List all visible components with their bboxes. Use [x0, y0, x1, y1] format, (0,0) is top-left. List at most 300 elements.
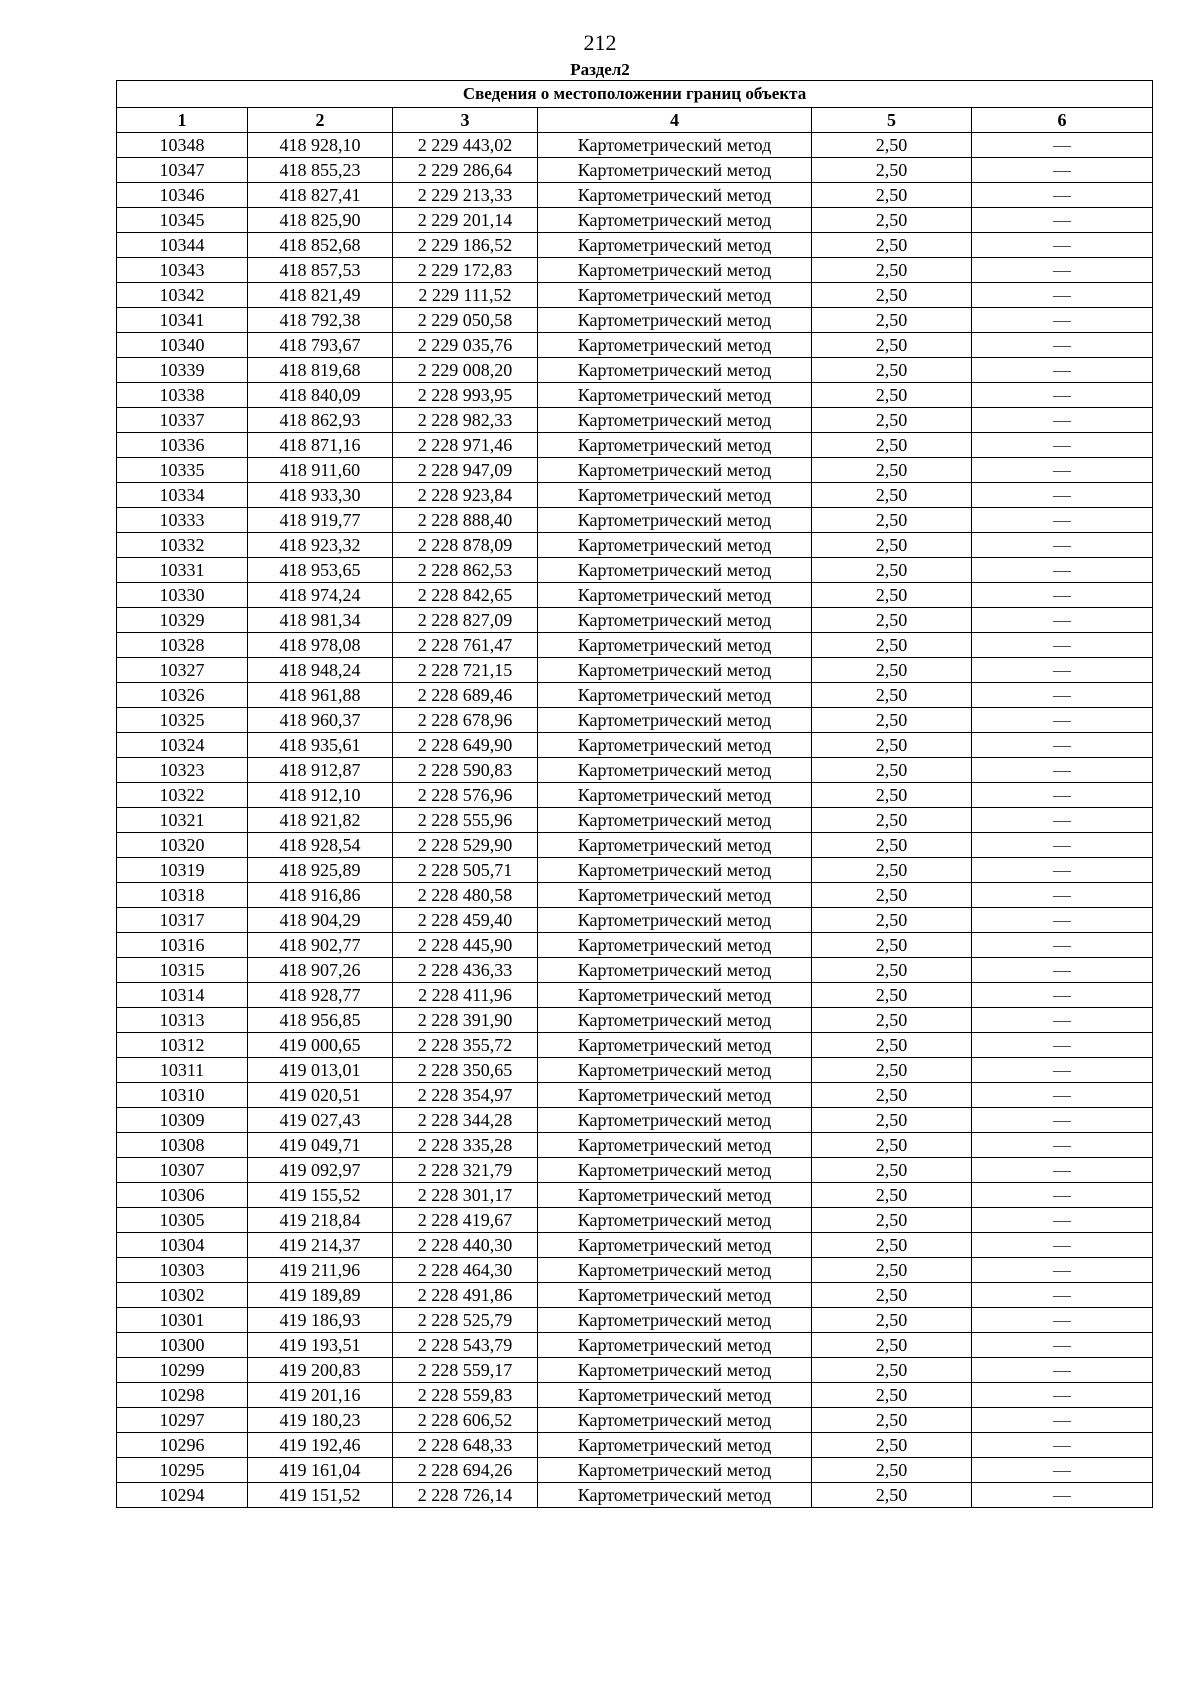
description-cell: —: [972, 983, 1153, 1008]
y-coordinate-cell: 2 228 842,65: [393, 583, 538, 608]
table-row: [117, 758, 1153, 783]
method-cell: Картометрический метод: [538, 1208, 812, 1233]
y-coordinate-cell: 2 228 982,33: [393, 408, 538, 433]
description-cell: —: [972, 1283, 1153, 1308]
description-cell: —: [972, 958, 1153, 983]
description-cell: —: [972, 308, 1153, 333]
accuracy-cell: 2,50: [812, 833, 972, 858]
point-number-cell: 10319: [117, 858, 248, 883]
y-coordinate-cell: 2 228 529,90: [393, 833, 538, 858]
point-number-cell: 10344: [117, 233, 248, 258]
accuracy-cell: 2,50: [812, 1283, 972, 1308]
point-number-cell: 10334: [117, 483, 248, 508]
table-row: [117, 833, 1153, 858]
description-cell: —: [972, 533, 1153, 558]
y-coordinate-cell: 2 228 301,17: [393, 1183, 538, 1208]
method-cell: Картометрический метод: [538, 983, 812, 1008]
accuracy-cell: 2,50: [812, 1333, 972, 1358]
point-number-cell: 10335: [117, 458, 248, 483]
y-coordinate-cell: 2 228 445,90: [393, 933, 538, 958]
y-coordinate-cell: 2 228 827,09: [393, 608, 538, 633]
y-coordinate-cell: 2 228 721,15: [393, 658, 538, 683]
description-cell: —: [972, 708, 1153, 733]
page-number: 212: [583, 30, 617, 55]
description-cell: —: [972, 1308, 1153, 1333]
point-number-cell: 10317: [117, 908, 248, 933]
accuracy-cell: 2,50: [812, 933, 972, 958]
point-number-cell: 10316: [117, 933, 248, 958]
method-cell: Картометрический метод: [538, 1383, 812, 1408]
y-coordinate-cell: 2 228 525,79: [393, 1308, 538, 1333]
y-coordinate-cell: 2 228 726,14: [393, 1483, 538, 1508]
description-cell: —: [972, 258, 1153, 283]
table-row: [117, 308, 1153, 333]
y-coordinate-cell: 2 228 993,95: [393, 383, 538, 408]
point-number-cell: 10348: [117, 133, 248, 158]
method-cell: Картометрический метод: [538, 133, 812, 158]
accuracy-cell: 2,50: [812, 958, 972, 983]
method-cell: Картометрический метод: [538, 1483, 812, 1508]
table-row: [117, 408, 1153, 433]
description-cell: —: [972, 233, 1153, 258]
y-coordinate-cell: 2 228 440,30: [393, 1233, 538, 1258]
x-coordinate-cell: 418 981,34: [248, 608, 393, 633]
method-cell: Картометрический метод: [538, 1183, 812, 1208]
point-number-cell: 10311: [117, 1058, 248, 1083]
accuracy-cell: 2,50: [812, 158, 972, 183]
x-coordinate-cell: 418 911,60: [248, 458, 393, 483]
point-number-cell: 10321: [117, 808, 248, 833]
accuracy-cell: 2,50: [812, 1008, 972, 1033]
x-coordinate-cell: 418 928,54: [248, 833, 393, 858]
method-cell: Картометрический метод: [538, 1133, 812, 1158]
point-number-cell: 10330: [117, 583, 248, 608]
y-coordinate-cell: 2 228 648,33: [393, 1433, 538, 1458]
accuracy-cell: 2,50: [812, 1483, 972, 1508]
y-coordinate-cell: 2 228 543,79: [393, 1333, 538, 1358]
description-cell: —: [972, 733, 1153, 758]
x-coordinate-cell: 418 912,87: [248, 758, 393, 783]
x-coordinate-cell: 419 186,93: [248, 1308, 393, 1333]
y-coordinate-cell: 2 228 559,17: [393, 1358, 538, 1383]
accuracy-cell: 2,50: [812, 133, 972, 158]
accuracy-cell: 2,50: [812, 783, 972, 808]
point-number-cell: 10298: [117, 1383, 248, 1408]
table-row: [117, 258, 1153, 283]
accuracy-cell: 2,50: [812, 458, 972, 483]
point-number-cell: 10310: [117, 1083, 248, 1108]
point-number-cell: 10302: [117, 1283, 248, 1308]
x-coordinate-cell: 418 956,85: [248, 1008, 393, 1033]
y-coordinate-cell: 2 228 923,84: [393, 483, 538, 508]
table-row: [117, 1283, 1153, 1308]
description-cell: —: [972, 1183, 1153, 1208]
description-cell: —: [972, 283, 1153, 308]
method-cell: Картометрический метод: [538, 1083, 812, 1108]
y-coordinate-cell: 2 228 411,96: [393, 983, 538, 1008]
description-cell: —: [972, 608, 1153, 633]
x-coordinate-cell: 419 013,01: [248, 1058, 393, 1083]
y-coordinate-cell: 2 228 947,09: [393, 458, 538, 483]
method-cell: Картометрический метод: [538, 658, 812, 683]
x-coordinate-cell: 418 821,49: [248, 283, 393, 308]
table-row: [117, 958, 1153, 983]
accuracy-cell: 2,50: [812, 1308, 972, 1333]
y-coordinate-cell: 2 228 419,67: [393, 1208, 538, 1233]
table-row: [117, 458, 1153, 483]
accuracy-cell: 2,50: [812, 1458, 972, 1483]
description-cell: —: [972, 458, 1153, 483]
x-coordinate-cell: 419 151,52: [248, 1483, 393, 1508]
point-number-cell: 10314: [117, 983, 248, 1008]
point-number-cell: 10339: [117, 358, 248, 383]
description-cell: —: [972, 783, 1153, 808]
table-row: [117, 558, 1153, 583]
method-cell: Картометрический метод: [538, 1433, 812, 1458]
column-header: 3: [393, 108, 538, 133]
description-cell: —: [972, 1108, 1153, 1133]
x-coordinate-cell: 418 852,68: [248, 233, 393, 258]
table-row: [117, 933, 1153, 958]
description-cell: —: [972, 683, 1153, 708]
description-cell: —: [972, 933, 1153, 958]
description-cell: —: [972, 1133, 1153, 1158]
method-cell: Картометрический метод: [538, 183, 812, 208]
table-row: [117, 183, 1153, 208]
y-coordinate-cell: 2 228 649,90: [393, 733, 538, 758]
point-number-cell: 10309: [117, 1108, 248, 1133]
accuracy-cell: 2,50: [812, 758, 972, 783]
table-row: [117, 583, 1153, 608]
column-header: 1: [117, 108, 248, 133]
point-number-cell: 10347: [117, 158, 248, 183]
accuracy-cell: 2,50: [812, 508, 972, 533]
method-cell: Картометрический метод: [538, 358, 812, 383]
x-coordinate-cell: 418 974,24: [248, 583, 393, 608]
description-cell: —: [972, 408, 1153, 433]
description-cell: —: [972, 658, 1153, 683]
x-coordinate-cell: 419 180,23: [248, 1408, 393, 1433]
point-number-cell: 10320: [117, 833, 248, 858]
point-number-cell: 10345: [117, 208, 248, 233]
y-coordinate-cell: 2 229 111,52: [393, 283, 538, 308]
accuracy-cell: 2,50: [812, 1383, 972, 1408]
y-coordinate-cell: 2 228 391,90: [393, 1008, 538, 1033]
method-cell: Картометрический метод: [538, 283, 812, 308]
description-cell: —: [972, 1408, 1153, 1433]
point-number-cell: 10340: [117, 333, 248, 358]
accuracy-cell: 2,50: [812, 358, 972, 383]
table-row: [117, 1033, 1153, 1058]
description-cell: —: [972, 333, 1153, 358]
table-row: [117, 1183, 1153, 1208]
point-number-cell: 10329: [117, 608, 248, 633]
column-header: 6: [972, 108, 1153, 133]
x-coordinate-cell: 419 020,51: [248, 1083, 393, 1108]
y-coordinate-cell: 2 228 436,33: [393, 958, 538, 983]
description-cell: —: [972, 583, 1153, 608]
point-number-cell: 10326: [117, 683, 248, 708]
x-coordinate-cell: 418 948,24: [248, 658, 393, 683]
y-coordinate-cell: 2 228 606,52: [393, 1408, 538, 1433]
description-cell: —: [972, 908, 1153, 933]
accuracy-cell: 2,50: [812, 708, 972, 733]
table-row: [117, 1483, 1153, 1508]
x-coordinate-cell: 419 218,84: [248, 1208, 393, 1233]
description-cell: —: [972, 833, 1153, 858]
table-row: [117, 1408, 1153, 1433]
table-row: [117, 608, 1153, 633]
table-row: [117, 1208, 1153, 1233]
x-coordinate-cell: 419 192,46: [248, 1433, 393, 1458]
table-row: [117, 1108, 1153, 1133]
accuracy-cell: 2,50: [812, 1433, 972, 1458]
x-coordinate-cell: 419 189,89: [248, 1283, 393, 1308]
x-coordinate-cell: 418 960,37: [248, 708, 393, 733]
method-cell: Картометрический метод: [538, 483, 812, 508]
point-number-cell: 10332: [117, 533, 248, 558]
x-coordinate-cell: 418 978,08: [248, 633, 393, 658]
method-cell: Картометрический метод: [538, 208, 812, 233]
table-row: [117, 883, 1153, 908]
accuracy-cell: 2,50: [812, 308, 972, 333]
table-row: [117, 783, 1153, 808]
table-row: [117, 1258, 1153, 1283]
accuracy-cell: 2,50: [812, 383, 972, 408]
x-coordinate-cell: 418 819,68: [248, 358, 393, 383]
description-cell: —: [972, 433, 1153, 458]
y-coordinate-cell: 2 228 464,30: [393, 1258, 538, 1283]
accuracy-cell: 2,50: [812, 183, 972, 208]
description-cell: —: [972, 1208, 1153, 1233]
point-number-cell: 10297: [117, 1408, 248, 1433]
accuracy-cell: 2,50: [812, 1083, 972, 1108]
point-number-cell: 10313: [117, 1008, 248, 1033]
y-coordinate-cell: 2 228 971,46: [393, 433, 538, 458]
x-coordinate-cell: 418 840,09: [248, 383, 393, 408]
x-coordinate-cell: 419 200,83: [248, 1358, 393, 1383]
x-coordinate-cell: 418 792,38: [248, 308, 393, 333]
x-coordinate-cell: 418 857,53: [248, 258, 393, 283]
accuracy-cell: 2,50: [812, 908, 972, 933]
x-coordinate-cell: 418 827,41: [248, 183, 393, 208]
point-number-cell: 10312: [117, 1033, 248, 1058]
accuracy-cell: 2,50: [812, 1258, 972, 1283]
point-number-cell: 10325: [117, 708, 248, 733]
table-row: [117, 708, 1153, 733]
accuracy-cell: 2,50: [812, 1358, 972, 1383]
x-coordinate-cell: 418 921,82: [248, 808, 393, 833]
description-cell: —: [972, 808, 1153, 833]
description-cell: —: [972, 633, 1153, 658]
boundary-coordinates-table: [116, 80, 1153, 1508]
x-coordinate-cell: 418 928,10: [248, 133, 393, 158]
x-coordinate-cell: 419 214,37: [248, 1233, 393, 1258]
x-coordinate-cell: 418 935,61: [248, 733, 393, 758]
accuracy-cell: 2,50: [812, 333, 972, 358]
table-row: [117, 1358, 1153, 1383]
point-number-cell: 10343: [117, 258, 248, 283]
table-row: [117, 283, 1153, 308]
description-cell: —: [972, 883, 1153, 908]
y-coordinate-cell: 2 228 350,65: [393, 1058, 538, 1083]
y-coordinate-cell: 2 228 862,53: [393, 558, 538, 583]
table-row: [117, 1433, 1153, 1458]
accuracy-cell: 2,50: [812, 983, 972, 1008]
description-cell: —: [972, 1383, 1153, 1408]
table-row: [117, 908, 1153, 933]
table-row: [117, 1008, 1153, 1033]
accuracy-cell: 2,50: [812, 583, 972, 608]
y-coordinate-cell: 2 228 678,96: [393, 708, 538, 733]
y-coordinate-cell: 2 228 335,28: [393, 1133, 538, 1158]
point-number-cell: 10303: [117, 1258, 248, 1283]
description-cell: —: [972, 133, 1153, 158]
method-cell: Картометрический метод: [538, 258, 812, 283]
description-cell: —: [972, 1358, 1153, 1383]
table-row: [117, 808, 1153, 833]
table-row: [117, 533, 1153, 558]
method-cell: Картометрический метод: [538, 1058, 812, 1083]
description-cell: —: [972, 1483, 1153, 1508]
x-coordinate-cell: 418 871,16: [248, 433, 393, 458]
accuracy-cell: 2,50: [812, 1208, 972, 1233]
point-number-cell: 10341: [117, 308, 248, 333]
point-number-cell: 10299: [117, 1358, 248, 1383]
accuracy-cell: 2,50: [812, 1183, 972, 1208]
accuracy-cell: 2,50: [812, 558, 972, 583]
method-cell: Картометрический метод: [538, 933, 812, 958]
description-cell: —: [972, 1233, 1153, 1258]
column-header: 5: [812, 108, 972, 133]
table-row: [117, 358, 1153, 383]
method-cell: Картометрический метод: [538, 508, 812, 533]
y-coordinate-cell: 2 229 286,64: [393, 158, 538, 183]
method-cell: Картометрический метод: [538, 533, 812, 558]
y-coordinate-cell: 2 228 505,71: [393, 858, 538, 883]
y-coordinate-cell: 2 228 576,96: [393, 783, 538, 808]
method-cell: Картометрический метод: [538, 833, 812, 858]
method-cell: Картометрический метод: [538, 1333, 812, 1358]
x-coordinate-cell: 419 000,65: [248, 1033, 393, 1058]
y-coordinate-cell: 2 228 344,28: [393, 1108, 538, 1133]
description-cell: —: [972, 383, 1153, 408]
x-coordinate-cell: 418 919,77: [248, 508, 393, 533]
table-row: [117, 658, 1153, 683]
point-number-cell: 10323: [117, 758, 248, 783]
accuracy-cell: 2,50: [812, 858, 972, 883]
method-cell: Картометрический метод: [538, 758, 812, 783]
point-number-cell: 10294: [117, 1483, 248, 1508]
y-coordinate-cell: 2 228 321,79: [393, 1158, 538, 1183]
accuracy-cell: 2,50: [812, 733, 972, 758]
description-cell: —: [972, 1458, 1153, 1483]
method-cell: Картометрический метод: [538, 1358, 812, 1383]
description-cell: —: [972, 1433, 1153, 1458]
method-cell: Картометрический метод: [538, 958, 812, 983]
point-number-cell: 10296: [117, 1433, 248, 1458]
y-coordinate-cell: 2 228 491,86: [393, 1283, 538, 1308]
method-cell: Картометрический метод: [538, 1458, 812, 1483]
point-number-cell: 10305: [117, 1208, 248, 1233]
table-row: [117, 133, 1153, 158]
table-title: Сведения о местоположении границ объекта: [117, 81, 1153, 108]
accuracy-cell: 2,50: [812, 433, 972, 458]
point-number-cell: 10342: [117, 283, 248, 308]
table-row: [117, 1233, 1153, 1258]
table-row: [117, 483, 1153, 508]
x-coordinate-cell: 419 211,96: [248, 1258, 393, 1283]
x-coordinate-cell: 418 953,65: [248, 558, 393, 583]
x-coordinate-cell: 418 928,77: [248, 983, 393, 1008]
description-cell: —: [972, 483, 1153, 508]
table-row: [117, 633, 1153, 658]
point-number-cell: 10304: [117, 1233, 248, 1258]
point-number-cell: 10333: [117, 508, 248, 533]
y-coordinate-cell: 2 228 590,83: [393, 758, 538, 783]
table-row: [117, 733, 1153, 758]
x-coordinate-cell: 418 862,93: [248, 408, 393, 433]
column-header: 4: [538, 108, 812, 133]
method-cell: Картометрический метод: [538, 1308, 812, 1333]
table-row: [117, 1308, 1153, 1333]
table-body: [117, 133, 1153, 1508]
x-coordinate-cell: 419 049,71: [248, 1133, 393, 1158]
x-coordinate-cell: 418 933,30: [248, 483, 393, 508]
description-cell: —: [972, 1083, 1153, 1108]
y-coordinate-cell: 2 229 008,20: [393, 358, 538, 383]
method-cell: Картометрический метод: [538, 1008, 812, 1033]
method-cell: Картометрический метод: [538, 1408, 812, 1433]
x-coordinate-cell: 419 193,51: [248, 1333, 393, 1358]
method-cell: Картометрический метод: [538, 683, 812, 708]
accuracy-cell: 2,50: [812, 533, 972, 558]
method-cell: Картометрический метод: [538, 1258, 812, 1283]
y-coordinate-cell: 2 229 035,76: [393, 333, 538, 358]
description-cell: —: [972, 1158, 1153, 1183]
method-cell: Картометрический метод: [538, 458, 812, 483]
y-coordinate-cell: 2 228 555,96: [393, 808, 538, 833]
y-coordinate-cell: 2 228 354,97: [393, 1083, 538, 1108]
point-number-cell: 10318: [117, 883, 248, 908]
accuracy-cell: 2,50: [812, 208, 972, 233]
point-number-cell: 10322: [117, 783, 248, 808]
y-coordinate-cell: 2 228 480,58: [393, 883, 538, 908]
accuracy-cell: 2,50: [812, 608, 972, 633]
method-cell: Картометрический метод: [538, 1233, 812, 1258]
x-coordinate-cell: 418 923,32: [248, 533, 393, 558]
accuracy-cell: 2,50: [812, 658, 972, 683]
method-cell: Картометрический метод: [538, 1108, 812, 1133]
method-cell: Картометрический метод: [538, 633, 812, 658]
method-cell: Картометрический метод: [538, 308, 812, 333]
point-number-cell: 10308: [117, 1133, 248, 1158]
column-number-row: [117, 108, 1153, 133]
point-number-cell: 10301: [117, 1308, 248, 1333]
method-cell: Картометрический метод: [538, 1158, 812, 1183]
method-cell: Картометрический метод: [538, 808, 812, 833]
accuracy-cell: 2,50: [812, 258, 972, 283]
accuracy-cell: 2,50: [812, 1033, 972, 1058]
y-coordinate-cell: 2 229 201,14: [393, 208, 538, 233]
table-row: [117, 1058, 1153, 1083]
point-number-cell: 10328: [117, 633, 248, 658]
table-caption-row: [117, 81, 1153, 108]
method-cell: Картометрический метод: [538, 158, 812, 183]
x-coordinate-cell: 418 961,88: [248, 683, 393, 708]
table-row: [117, 858, 1153, 883]
section-title: Раздел2: [570, 60, 630, 79]
